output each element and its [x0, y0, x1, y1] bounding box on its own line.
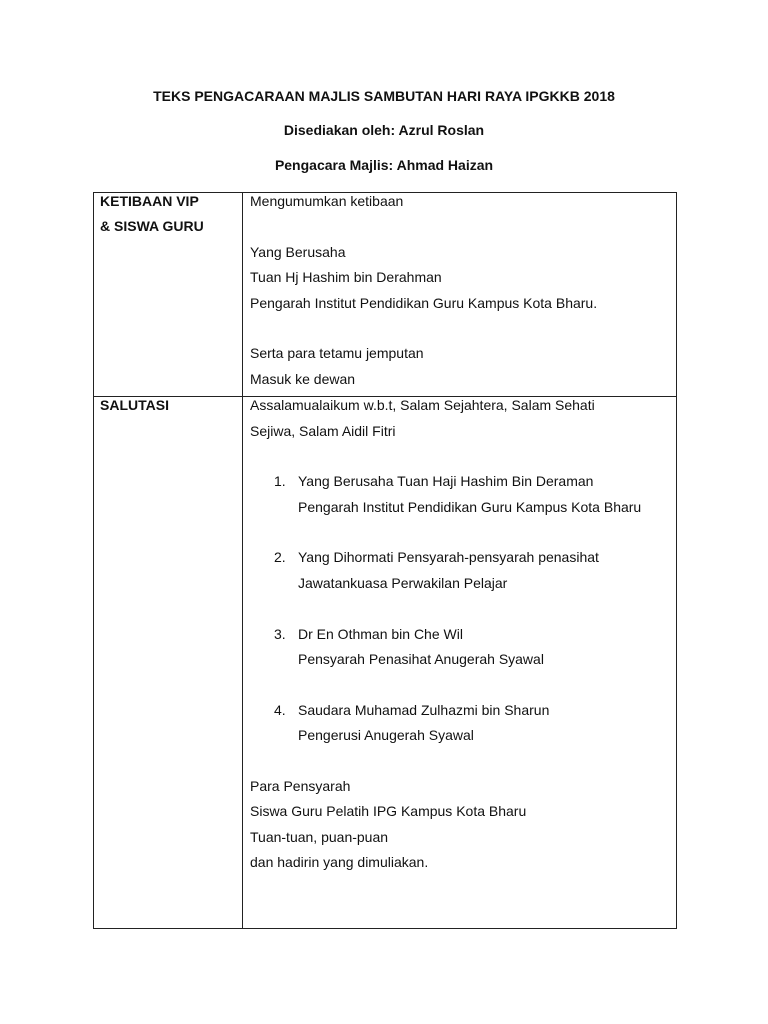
text-line: Para Pensyarah	[250, 777, 351, 794]
list-item	[250, 473, 669, 498]
row-content-salutation	[243, 397, 677, 929]
script-table	[93, 192, 677, 929]
list-item-continuation: Pengerusi Anugerah Syawal	[298, 727, 474, 744]
list-number: 1.	[274, 473, 286, 490]
list-item-continuation: Jawatankuasa Perwakilan Pelajar	[298, 574, 508, 591]
text-line: Pengarah Institut Pendidikan Guru Kampus Kota Bharu.	[250, 294, 598, 311]
prepared-by: Disediakan oleh: Azrul Roslan	[283, 122, 485, 138]
label-line: KETIBAAN VIP	[100, 193, 199, 209]
text-line: Mengumumkan ketibaan	[250, 193, 404, 209]
text-line: dan hadirin yang dimuliakan.	[250, 854, 429, 871]
list-text: Yang Berusaha Tuan Haji Hashim Bin Deraman	[298, 473, 594, 490]
list-item	[250, 702, 669, 727]
emcee-name: Pengacara Majlis: Ahmad Haizan	[274, 157, 494, 173]
label-line: & SISWA GURU	[100, 218, 204, 235]
text-line: Tuan-tuan, puan-puan	[250, 828, 389, 845]
label-line: SALUTASI	[100, 397, 169, 414]
text-line: Assalamualaikum w.b.t, Salam Sejahtera, Salam Sehati	[250, 397, 595, 414]
table-row-salutation	[94, 397, 677, 929]
list-item-continuation: Pensyarah Penasihat Anugerah Syawal	[298, 651, 544, 668]
table-row-arrival	[94, 193, 677, 397]
list-text: Saudara Muhamad Zulhazmi bin Sharun	[298, 701, 550, 718]
list-text: Yang Dihormati Pensyarah-pensyarah penasihat	[298, 549, 599, 566]
list-item-continuation: Pengarah Institut Pendidikan Guru Kampus Kota Bharu	[298, 498, 642, 515]
list-number: 3.	[274, 625, 286, 642]
list-number: 2.	[274, 549, 286, 566]
row-label-salutation	[94, 397, 243, 929]
row-label-arrival	[94, 193, 243, 397]
list-item	[250, 549, 669, 574]
text-line: Sejiwa, Salam Aidil Fitri	[250, 422, 396, 439]
list-item	[250, 626, 669, 651]
list-number: 4.	[274, 701, 286, 718]
text-line: Masuk ke dewan	[250, 370, 356, 387]
text-line: Tuan Hj Hashim bin Derahman	[250, 269, 442, 286]
text-line: Serta para tetamu jemputan	[250, 345, 424, 362]
document-title: TEKS PENGACARAAN MAJLIS SAMBUTAN HARI RAYA IPGKKB 2018	[153, 88, 615, 104]
text-line: Yang Berusaha	[250, 243, 346, 260]
row-content-arrival	[243, 193, 677, 397]
list-text: Dr En Othman bin Che Wil	[298, 625, 463, 642]
text-line: Siswa Guru Pelatih IPG Kampus Kota Bharu	[250, 803, 527, 820]
